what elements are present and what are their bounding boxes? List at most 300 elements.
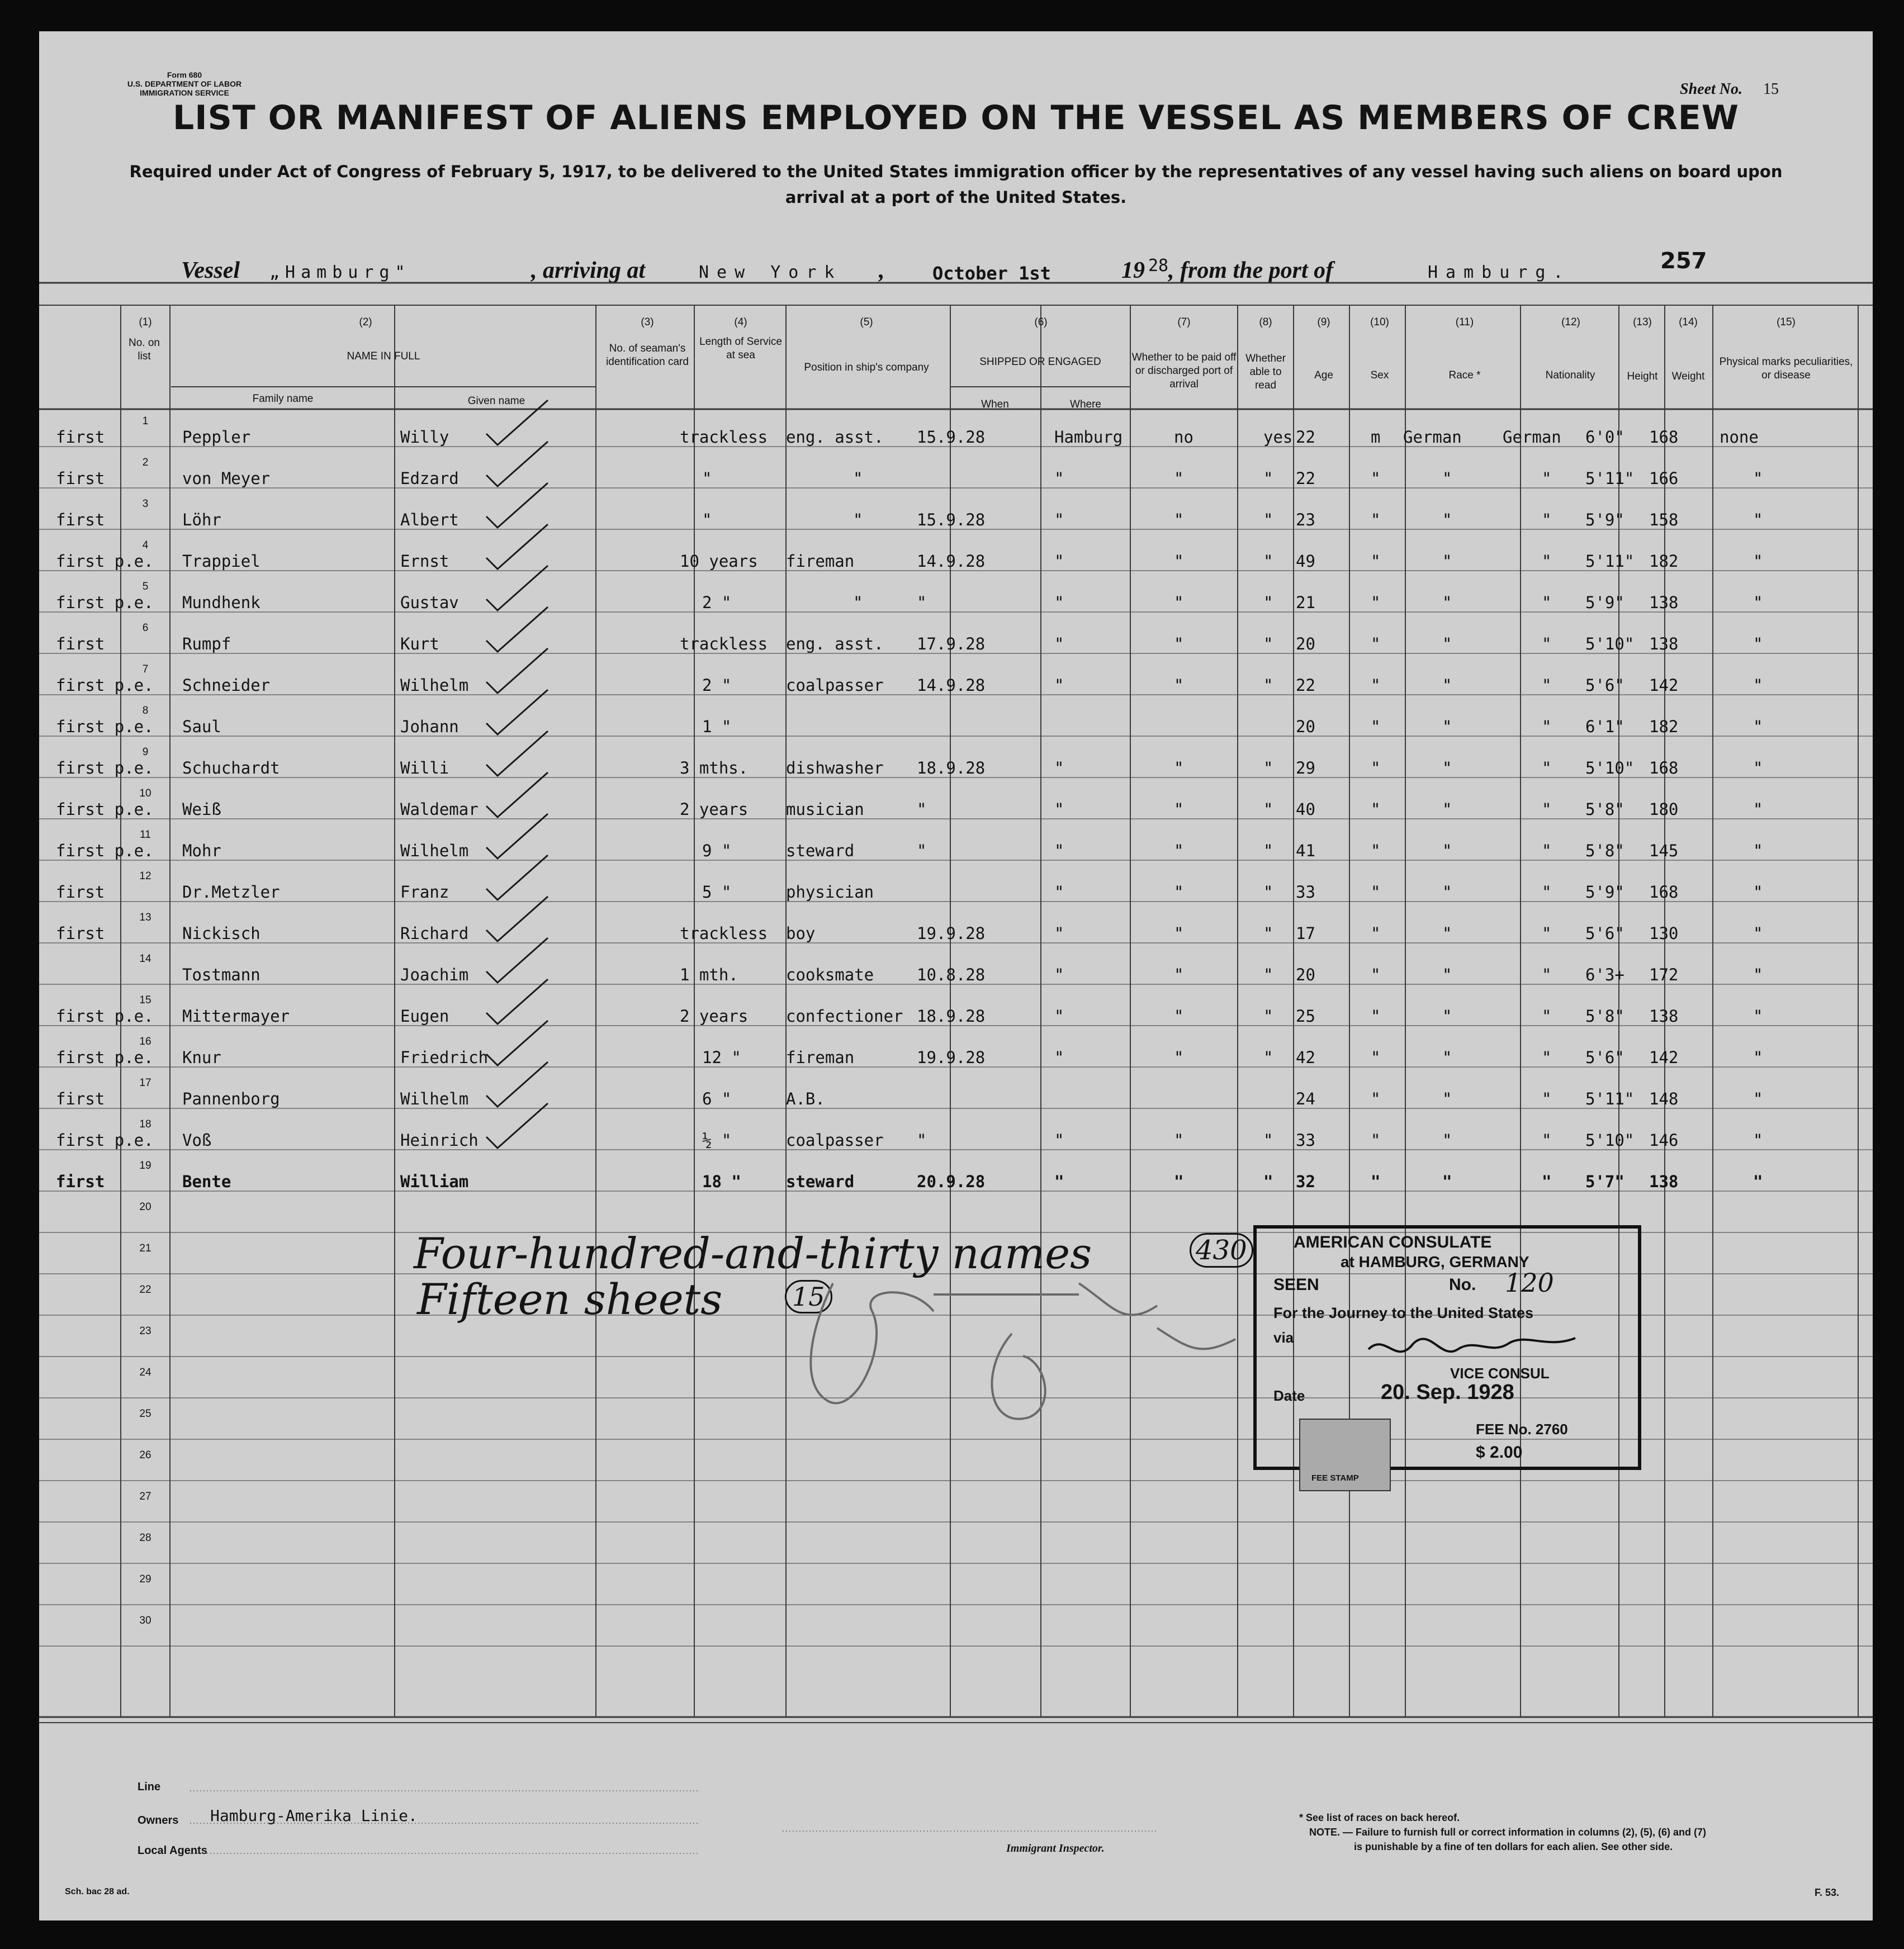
row-number: 19 [139,1160,151,1172]
cell-read: " [1263,469,1273,488]
cell-nat: " [1542,469,1552,488]
cell-age: 33 [1296,883,1315,902]
cell-when: " [917,1131,927,1150]
cell-where: " [1054,469,1064,488]
cell-paid: " [1174,1131,1184,1150]
cell-sex: " [1371,676,1381,695]
cell-paid: " [1174,469,1184,488]
arriving-label: , arriving at [531,258,646,283]
cell-given: Heinrich [400,1131,479,1150]
handwritten-sheets-count: 15 [785,1280,832,1313]
cell-where: " [1054,965,1064,984]
cell-sex: " [1371,1048,1381,1067]
cell-when: 15.9.28 [917,428,986,447]
cell-sex: " [1371,883,1381,902]
cell-read: " [1263,593,1273,612]
cell-cls: first p.e. [56,800,154,819]
cell-paid: " [1174,593,1184,612]
row-number: 11 [140,829,151,841]
cell-service: 18 " [702,1172,741,1191]
col-id-card: No. of seaman's identification card [606,343,689,368]
cell-weight: 138 [1649,1007,1679,1026]
cell-where: " [1054,634,1064,653]
cell-cls: first [56,883,105,902]
cell-race: " [1442,1048,1452,1067]
form-number: Form 680 [167,70,202,79]
cell-marks: " [1753,717,1763,736]
cell-height: 5'8" [1585,800,1624,819]
cell-age: 24 [1296,1089,1315,1108]
cell-marks: none [1720,428,1759,447]
cell-nat: " [1542,634,1552,653]
cell-cls: first p.e. [56,717,154,736]
cell-sex: " [1371,841,1381,860]
cell-service: 10 years [680,552,758,571]
cell-nat: " [1542,717,1552,736]
cell-service: 2 years [680,800,749,819]
cell-cls: first p.e. [56,758,154,777]
col-physical: Physical marks peculiarities, or disease [1719,356,1853,381]
cell-nat: German [1503,428,1561,447]
cell-cls: first p.e. [56,676,154,695]
check-mark [486,690,548,734]
cell-sex: " [1371,924,1381,943]
cell-when: 15.9.28 [917,510,986,529]
cell-family: Löhr [182,510,221,529]
cell-paid: " [1174,965,1184,984]
cell-service: 1 " [702,717,732,736]
cell-given: Waldemar [400,800,479,819]
row-number: 20 [139,1201,151,1213]
cell-height: 5'6" [1585,676,1624,695]
cell-read: " [1263,841,1273,860]
fee-stamp-box [1299,1419,1391,1491]
column-number: (1) [139,316,152,328]
stamp-no-value: 120 [1505,1268,1554,1298]
cell-sex: m [1371,428,1381,447]
cell-age: 21 [1296,593,1315,612]
check-mark [486,524,548,569]
cell-weight: 142 [1649,676,1679,695]
column-number: (12) [1561,316,1580,328]
cell-weight: 146 [1649,1131,1679,1150]
cell-position: coalpasser [786,1131,884,1150]
row-number: 10 [139,788,151,799]
cell-service: trackless [680,428,768,447]
cell-where: " [1054,800,1064,819]
cell-when: 20.9.28 [917,1172,986,1191]
cell-age: 32 [1296,1172,1315,1191]
cell-weight: 182 [1649,717,1679,736]
cell-given: Kurt [400,634,439,653]
cell-marks: " [1753,841,1763,860]
cell-nat: " [1542,1048,1552,1067]
cell-weight: 168 [1649,428,1679,447]
check-mark [486,897,548,941]
page-title: LIST OR MANIFEST OF ALIENS EMPLOYED ON THE VESSEL AS MEMBERS OF CREW [173,98,1739,137]
row-number: 22 [139,1284,151,1296]
cell-age: 25 [1296,1007,1315,1026]
cell-weight: 148 [1649,1089,1679,1108]
cell-service: 1 mth. [680,965,738,984]
row-number: 21 [139,1243,151,1254]
cell-age: 20 [1296,717,1315,736]
check-mark [486,814,548,859]
cell-when: " [917,841,927,860]
row-number: 9 [142,746,149,758]
cell-height: 5'7" [1585,1172,1624,1191]
cell-sex: " [1371,1131,1381,1150]
cell-family: Schuchardt [182,758,280,777]
cell-sex: " [1371,1007,1381,1026]
cell-read: " [1263,676,1273,695]
cell-where: " [1054,1007,1064,1026]
comma-separator: , [879,258,885,283]
cell-family: von Meyer [182,469,271,488]
cell-where: " [1054,593,1064,612]
cell-read: " [1263,758,1273,777]
cell-given: Willi [400,758,449,777]
row-number: 6 [142,622,149,634]
row-number: 17 [139,1077,151,1089]
cell-cls: first [56,510,105,529]
check-mark [486,648,548,693]
cell-position: steward [786,1172,855,1191]
cell-weight: 180 [1649,800,1679,819]
row-number: 26 [139,1449,151,1461]
col-sex: Sex [1370,369,1389,381]
col-shipped: SHIPPED OR ENGAGED [979,356,1101,368]
stamp-date-value: 20. Sep. 1928 [1381,1381,1514,1404]
cell-position: confectioner [786,1007,903,1026]
cell-position: steward [786,841,855,860]
cell-cls: first [56,634,105,653]
column-number: (5) [860,316,873,328]
cell-read: " [1263,1172,1273,1191]
cell-nat: " [1542,676,1552,695]
cell-service: 2 years [680,1007,749,1026]
service-name: IMMIGRATION SERVICE [140,88,229,97]
column-number: (3) [641,316,654,328]
column-number: (2) [359,316,372,328]
cell-nat: " [1542,510,1552,529]
col-family-name: Family name [252,393,314,405]
row-number: 2 [142,457,149,468]
column-number: (11) [1455,316,1474,328]
cell-race: " [1442,883,1452,902]
cell-weight: 142 [1649,1048,1679,1067]
cell-age: 49 [1296,552,1315,571]
check-mark [486,1103,548,1148]
cell-race: " [1442,1089,1452,1108]
check-mark [486,855,548,900]
col-weight: Weight [1671,371,1705,382]
row-number: 3 [142,498,149,510]
col-when: When [981,399,1009,410]
cell-nat: " [1542,800,1552,819]
cell-given: Willy [400,428,449,447]
cell-service: 3 mths. [680,758,749,777]
row-number: 18 [139,1118,151,1130]
cell-age: 40 [1296,800,1315,819]
cell-read: " [1263,1007,1273,1026]
cell-cls: first p.e. [56,552,154,571]
cell-height: 5'11" [1585,469,1635,488]
cell-given: Friedrich [400,1048,489,1067]
cell-age: 33 [1296,1131,1315,1150]
cell-nat: " [1542,924,1552,943]
check-mark [486,483,548,528]
check-mark [486,566,548,610]
row-number: 13 [139,912,151,923]
cell-position: dishwasher [786,758,884,777]
cell-cls: first [56,1172,105,1191]
department-name: U.S. DEPARTMENT OF LABOR [127,79,242,88]
arrival-port: New York [699,263,842,282]
cell-where: " [1054,841,1064,860]
manifest-sheet [39,31,1873,1920]
page-subtitle: Required under Act of Congress of February 5, 1917, to be delivered to the United States immigration officer by the representatives of any vessel having such aliens on board upon arrival at a port of the United States. [129,162,1783,207]
col-age: Age [1314,369,1333,381]
cell-given: William [400,1172,469,1191]
cell-where: " [1054,1172,1064,1191]
stamp-no-label: No. [1449,1275,1476,1294]
col-race: Race * [1448,369,1481,381]
check-mark [486,1021,548,1065]
cell-family: Dr.Metzler [182,883,280,902]
cell-given: Richard [400,924,469,943]
cell-given: Wilhelm [400,1089,469,1108]
row-number: 29 [139,1573,151,1585]
cell-where: " [1054,510,1064,529]
cell-position: eng. asst. [786,634,884,653]
cell-weight: 182 [1649,552,1679,571]
cell-when: 18.9.28 [917,758,986,777]
cell-marks: " [1753,552,1763,571]
cell-service: 9 " [702,841,732,860]
footer-note-fine: NOTE. — Failure to furnish full or correct information in columns (2), (5), (6) and (7) [1309,1827,1707,1838]
cell-paid: " [1174,841,1184,860]
cell-position: A.B. [786,1089,825,1108]
cell-service: " [702,469,712,488]
cell-read: " [1263,924,1273,943]
departure-port: Hamburg. [1428,263,1571,282]
col-given-name: Given name [467,395,525,407]
cell-cls: first [56,924,105,943]
check-mark [486,772,548,817]
cell-race: " [1442,552,1452,571]
cell-service: trackless [680,924,768,943]
cell-height: 6'3+ [1585,965,1624,984]
row-number: 7 [142,663,149,675]
cell-age: 23 [1296,510,1315,529]
cell-weight: 145 [1649,841,1679,860]
cell-where: Hamburg [1054,428,1123,447]
cell-race: " [1442,800,1452,819]
cell-race: " [1442,676,1452,695]
row-number: 28 [139,1532,151,1544]
row-number: 23 [139,1325,151,1337]
cell-family: Mundhenk [182,593,261,612]
cell-service: " [702,510,712,529]
cell-service: 2 " [702,593,732,612]
vessel-name: „Hamburg" [269,263,411,282]
cell-given: Eugen [400,1007,449,1026]
cell-position: fireman [786,1048,855,1067]
inspector-signature [766,1261,1269,1440]
cell-cls: first [56,428,105,447]
footer-code-left: Sch. bac 28 ad. [65,1887,130,1896]
cell-weight: 172 [1649,965,1679,984]
cell-nat: " [1542,1007,1552,1026]
cell-height: 6'0" [1585,428,1624,447]
cell-sex: " [1371,1089,1381,1108]
column-number: (15) [1777,316,1796,328]
cell-height: 5'10" [1585,1131,1635,1150]
cell-given: Franz [400,883,449,902]
cell-marks: " [1753,1172,1763,1191]
handwritten-names-count: 430 [1190,1233,1253,1268]
cell-race: " [1442,1172,1452,1191]
cell-given: Gustav [400,593,459,612]
cell-weight: 138 [1649,593,1679,612]
row-number: 16 [139,1036,151,1047]
cell-race: " [1442,965,1452,984]
cell-marks: " [1753,510,1763,529]
cell-sex: " [1371,593,1381,612]
cell-age: 20 [1296,634,1315,653]
cell-weight: 158 [1649,510,1679,529]
footer-agents-label: Local Agents [138,1844,207,1857]
cell-nat: " [1542,1131,1552,1150]
cell-family: Nickisch [182,924,261,943]
cell-marks: " [1753,1131,1763,1150]
cell-given: Joachim [400,965,469,984]
cell-race: " [1442,841,1452,860]
cell-cls: first [56,469,105,488]
col-position: Position in ship's company [804,362,929,373]
check-mark [486,607,548,652]
cell-race: " [1442,758,1452,777]
check-mark [486,442,548,486]
cell-where: " [1054,1131,1064,1150]
cell-marks: " [1753,800,1763,819]
cell-when: 18.9.28 [917,1007,986,1026]
cell-service: trackless [680,634,768,653]
handwritten-names-total: Four-hundred-and-thirty names [414,1229,1092,1278]
cell-when: 14.9.28 [917,676,986,695]
cell-age: 22 [1296,469,1315,488]
cell-marks: " [1753,1048,1763,1067]
arrival-date: October 1st [932,263,1051,284]
sheet-number-value: 15 [1763,80,1779,98]
cell-race: " [1442,510,1452,529]
stamp-date-label: Date [1273,1387,1305,1404]
cell-where: " [1054,924,1064,943]
column-number: (6) [1034,316,1048,328]
cell-given: Johann [400,717,459,736]
cell-nat: " [1542,841,1552,860]
cell-marks: " [1753,676,1763,695]
cell-when: 17.9.28 [917,634,986,653]
cell-cls: first p.e. [56,1131,154,1150]
footer-note-races: * See list of races on back hereof. [1299,1812,1460,1823]
cell-family: Weiß [182,800,221,819]
col-length-service: Length of Service at sea [699,336,782,361]
cell-service: 2 " [702,676,732,695]
stamp-location: at HAMBURG, GERMANY [1341,1253,1529,1270]
cell-weight: 130 [1649,924,1679,943]
cell-paid: " [1174,510,1184,529]
cell-given: Wilhelm [400,841,469,860]
cell-paid: " [1174,676,1184,695]
cell-sex: " [1371,469,1381,488]
cell-race: " [1442,924,1452,943]
consulate-stamp [1253,1225,1641,1483]
cell-race: " [1442,1131,1452,1150]
cell-height: 5'8" [1585,1007,1624,1026]
cell-height: 5'8" [1585,841,1624,860]
row-number: 24 [139,1367,151,1378]
cell-family: Tostmann [182,965,261,984]
cell-age: 20 [1296,965,1315,984]
column-number: (14) [1679,316,1698,328]
footer-note-fine-2: is punishable by a fine of ten dollars for each alien. See other side. [1354,1841,1673,1852]
cell-height: 5'6" [1585,1048,1624,1067]
cell-when: 19.9.28 [917,1048,986,1067]
check-marks [464,378,609,1149]
footer-line-label: Line [138,1781,161,1793]
cell-where: " [1054,883,1064,902]
cell-height: 5'10" [1585,634,1635,653]
cell-age: 42 [1296,1048,1315,1067]
cell-when: 10.8.28 [917,965,986,984]
cell-family: Voß [182,1131,212,1150]
cell-read: " [1263,1048,1273,1067]
row-number: 27 [139,1491,151,1502]
cell-cls: first [56,1089,105,1108]
cell-position: coalpasser [786,676,884,695]
cell-cls: first p.e. [56,593,154,612]
col-name-in-full: NAME IN FULL [347,350,420,362]
cell-when: 14.9.28 [917,552,986,571]
stamp-vice-consul: VICE CONSUL [1450,1365,1550,1382]
cell-paid: " [1174,800,1184,819]
cell-height: 5'9" [1585,593,1624,612]
cell-paid: " [1174,883,1184,902]
cell-read: " [1263,552,1273,571]
cell-paid: " [1174,552,1184,571]
cell-marks: " [1753,469,1763,488]
stamp-consulate: AMERICAN CONSULATE [1294,1233,1492,1251]
cell-height: 5'11" [1585,1089,1635,1108]
cell-where: " [1054,676,1064,695]
handwritten-sheets-total: Fifteen sheets [417,1274,723,1324]
cell-family: Saul [182,717,221,736]
cell-position: boy [786,924,816,943]
cell-nat: " [1542,593,1552,612]
cell-position: " [853,593,863,612]
cell-marks: " [1753,924,1763,943]
column-number: (4) [734,316,747,328]
check-mark [486,938,548,983]
cell-paid: " [1174,634,1184,653]
cell-height: 5'6" [1585,924,1624,943]
cell-when: " [917,593,927,612]
col-paid-off: Whether to be paid off or discharged port of arrival [1131,352,1237,390]
stamp-seen: SEEN [1273,1275,1319,1294]
check-mark [486,731,548,776]
